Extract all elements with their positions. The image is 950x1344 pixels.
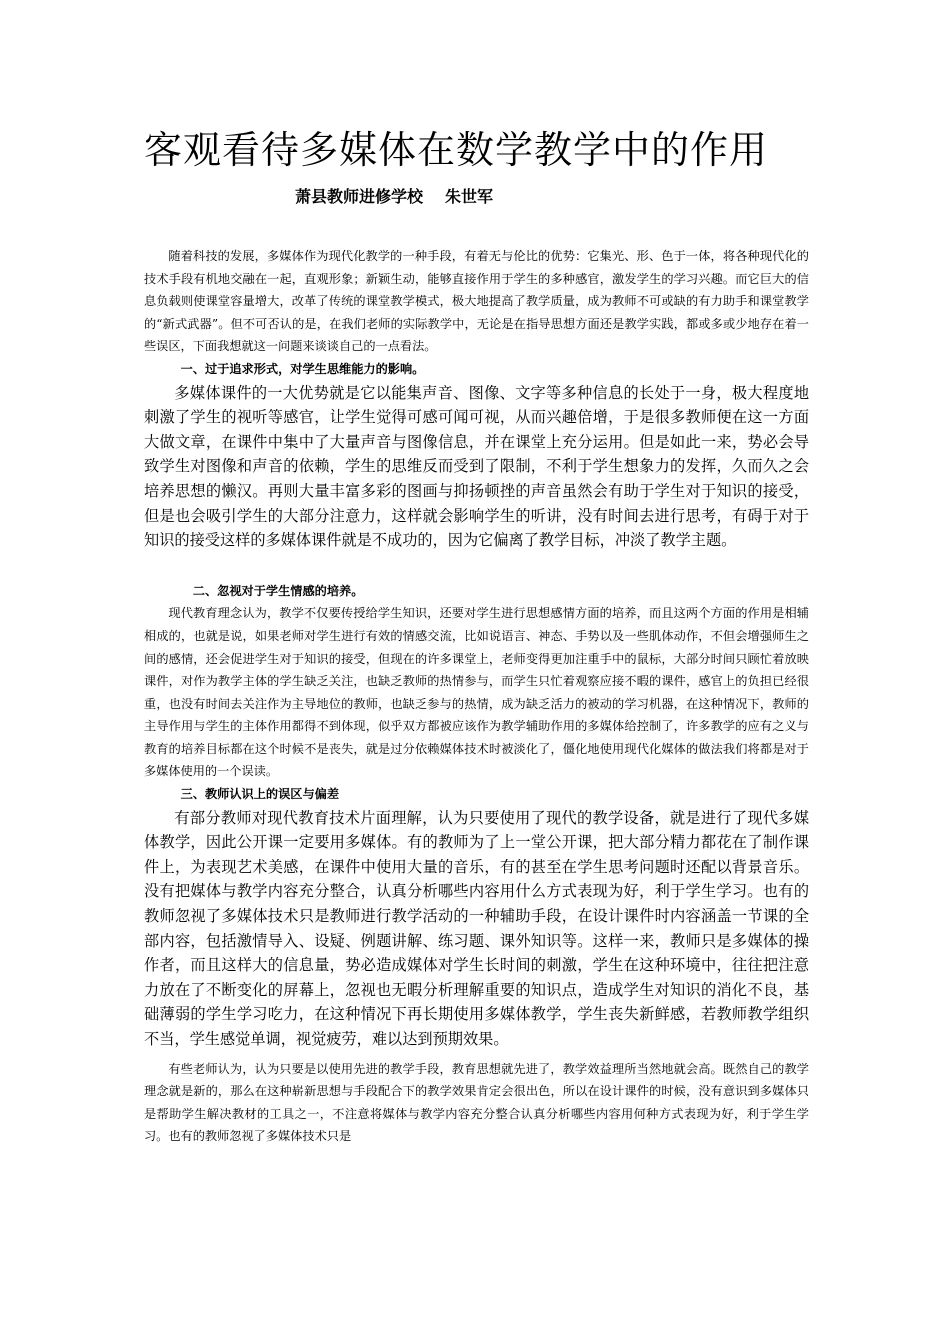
section-3-paragraph: 有部分教师对现代教育技术片面理解，认为只要使用了现代的教学设备，就是进行了现代多媒体教学，因此公开课一定要用多媒体。有的教师为了上一堂公开课，把大部分精力都花在了制作课件上，为表现艺术美感，在课件中使用大量的音乐，有的甚至在学生思考问题时还配以背景音乐。没有把媒体与教学内容充分整合，认真分析哪些内容用什么方式表现为好，利于学生学习。也有的教师忽视了多媒体技术只是教师进行教学活动的一种辅助手段，在设计课件时内容涵盖一节课的全部内容，包括激情导入、设疑、例题讲解、练习题、课外知识等。这样一来，教师只是多媒体的操作者，而且这样大的信息量，势必造成媒体对学生长时间的刺激，学生在这种环境中，往往把注意力放在了不断变化的屏幕上，忽视也无暇分析理解重要的知识点，造成学生对知识的消化不良，基础薄弱的学生学习吃力，在这种情况下再长期使用多媒体教学，学生丧失新鲜感，若教师教学组织不当，学生感觉单调，视觉疲劳，难以达到预期效果。 (144, 808, 809, 1048)
intro-paragraph: 随着科技的发展，多媒体作为现代化教学的一种手段，有着无与伦比的优势：它集光、形、色于一体，将各种现代化的技术手段有机地交融在一起，直观形象；新颖生动，能够直接作用于学生的多种感官，激发学生的学习兴趣。而它巨大的信息负载则使课堂容量增大，改革了传统的课堂教学模式，极大地提高了教学质量，成为教师不可或缺的有力助手和课堂教学的“新式武器”。但不可否认的是，在我们老师的实际教学中，无论是在指导思想方面还是教学实践，都或多或少地存在着一些误区，下面我想就这一问题来谈谈自己的一点看法。 (144, 249, 809, 354)
section-2-paragraph: 现代教育理念认为，教学不仅要传授给学生知识，还要对学生进行思想感情方面的培养，而且这两个方面的作用是相辅相成的，也就是说，如果老师对学生进行有效的情感交流，比如说语言、神态、手势以及一些肌体动作，不但会增强师生之间的感情，还会促进学生对于知识的接受，但现在的许多课堂上，老师变得更加注重手中的鼠标，大部分时间只顾忙着放映课件，对作为教学主体的学生缺乏关注，也缺乏教师的热情参与，而学生只忙着观察应接不暇的课件，感官上的负担已经很重，也没有时间去关注作为主导地位的教师，也缺乏参与的热情，成为缺乏活力的被动的学习机器，在这种情况下，教师的主导作用与学生的主体作用都得不到体现，似乎双方都被应该作为教学辅助作用的多媒体给控制了，许多教学的应有之义与教育的培养目标都在这个时候不是丧失，就是过分依赖媒体技术时被淡化了，僵化地使用现代化媒体的做法我们将都是对于多媒体使用的一个误读。 (144, 606, 809, 779)
section-heading-2: 二、忽视对于学生情感的培养。 (192, 583, 364, 598)
closing-paragraph: 有些老师认为，认为只要是以使用先进的教学手段，教育思想就先进了，教学效益理所当然地就会高。既然自己的教学理念就是新的，那么在这种崭新思想与手段配合下的教学效果肯定会很出色，所以在设计课件的时候，没有意识到多媒体只是帮助学生解决教材的工具之一，不注意将媒体与教学内容充分整合认真分析哪些内容用何种方式表现为好，利于学生学习。也有的教师忽视了多媒体技术只是 (144, 1061, 809, 1144)
author-line (295, 186, 493, 208)
section-heading-3: 三、教师认识上的误区与偏差 (180, 787, 340, 802)
section-heading-1: 一、过于追求形式，对学生思维能力的影响。 (180, 361, 425, 376)
document-body (144, 245, 809, 1148)
document-title: 客观看待多媒体在数学教学中的作用 (144, 128, 769, 172)
author-name: 朱世军 (445, 187, 494, 206)
section-1-paragraph: 多媒体课件的一大优势就是它以能集声音、图像、文字等多种信息的长处于一身，极大程度地刺激了学生的视听等感官，让学生觉得可感可闻可视，从而兴趣倍增，于是很多教师便在这一方面大做文章，在课件中集中了大量声音与图像信息，并在课堂上充分运用。但是如此一来，势必会导致学生对图像和声音的依赖，学生的思维反而受到了限制，不利于学生想象力的发挥，久而久之会培养思想的懒汉。再则大量丰富多彩的图画与抑扬顿挫的声音虽然会有助于学生对于知识的接受，但是也会吸引学生的大部分注意力，这样就会影响学生的听讲，没有时间去进行思考，有碍于对于知识的接受这样的多媒体课件就是不成功的，因为它偏离了教学目标，冲淡了教学主题。 (144, 383, 809, 550)
author-school: 萧县教师进修学校 (295, 187, 424, 206)
